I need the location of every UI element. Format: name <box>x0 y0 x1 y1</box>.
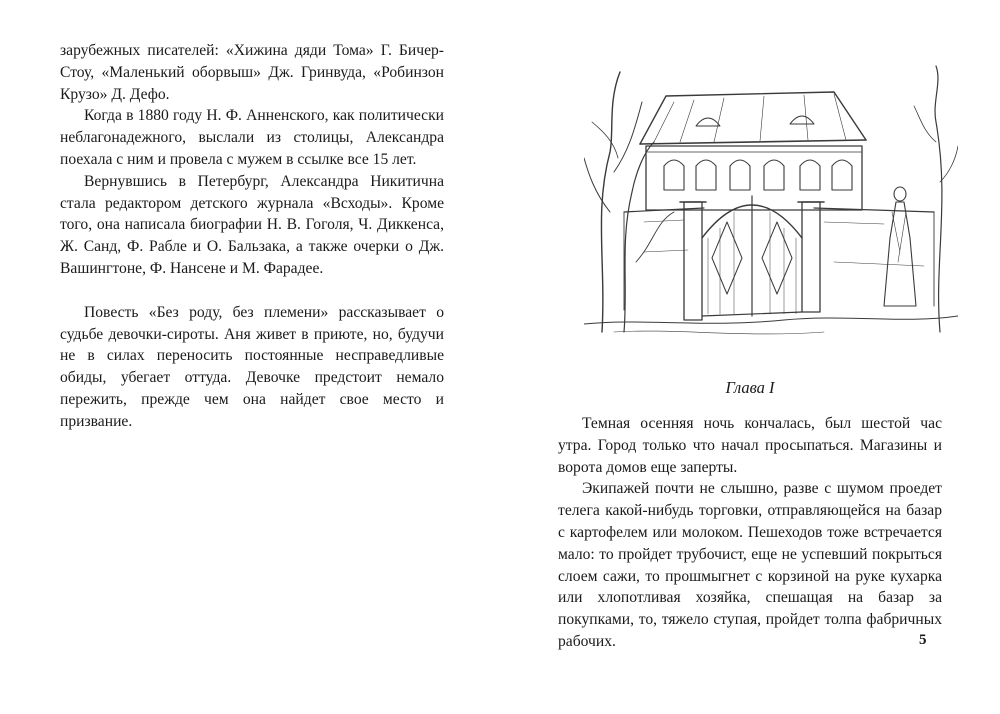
left-paragraph-1: зарубежных писателей: «Хижина дяди Тома» Г. Бичер-Стоу, «Маленький оборвыш» Дж. Гринвуда, «Робинзон Крузо» Д. Дефо. <box>60 42 444 103</box>
right-paragraph-1: Темная осенняя ночь кончалась, был шестой час утра. Город только что начал просыпаться. Магазины и ворота домов еще заперты. <box>558 415 942 476</box>
right-page-text <box>558 413 942 653</box>
chapter-title: Глава I <box>725 378 775 397</box>
right-paragraph-2: Экипажей почти не слышно, разве с шумом проедет телега какой-нибудь торговки, отправляющейся на базар с картофелем или молоком. Пешеходов тоже встречается мало: то пройдет трубочист, еще не успевший покрыться слоем сажи, то прошмыгнет с корзиной на руке кухарка или хлопотливая хозяйка, спешащая на базар за покупками, то, тяжело ступая, пройдет толпа фабричных рабочих. <box>558 480 942 650</box>
left-paragraph-2: Когда в 1880 году Н. Ф. Анненского, как политически неблагонадежного, выслали из столицы, Александра поехала с ним и провела с мужем в ссылке все 15 лет. <box>60 107 444 168</box>
left-paragraph-3: Вернувшись в Петербург, Александра Никитична стала редактором детского журнала «Всходы». Кроме того, она написала биографии Н. В. Гоголя, Ч. Диккенса, Ж. Санд, Ф. Рабле и О. Бальзака, а также очерки о Дж. Вашингтоне, Ф. Нансене и М. Фарадее. <box>60 172 444 277</box>
right-page <box>500 0 1000 714</box>
house-gate-illustration <box>584 62 958 348</box>
left-page-text <box>60 40 444 433</box>
page-number: 5 <box>919 632 927 648</box>
left-paragraph-4: Повесть «Без роду, без племени» рассказывает о судьбе девочки-сироты. Аня живет в приюте, но, будучи не в силах переносить постоянные несправедливые обиды, убегает оттуда. Девочке предстоит немало пережить, прежде чем она найдет свое место и призвание. <box>60 303 444 430</box>
paragraph-gap <box>60 280 444 302</box>
